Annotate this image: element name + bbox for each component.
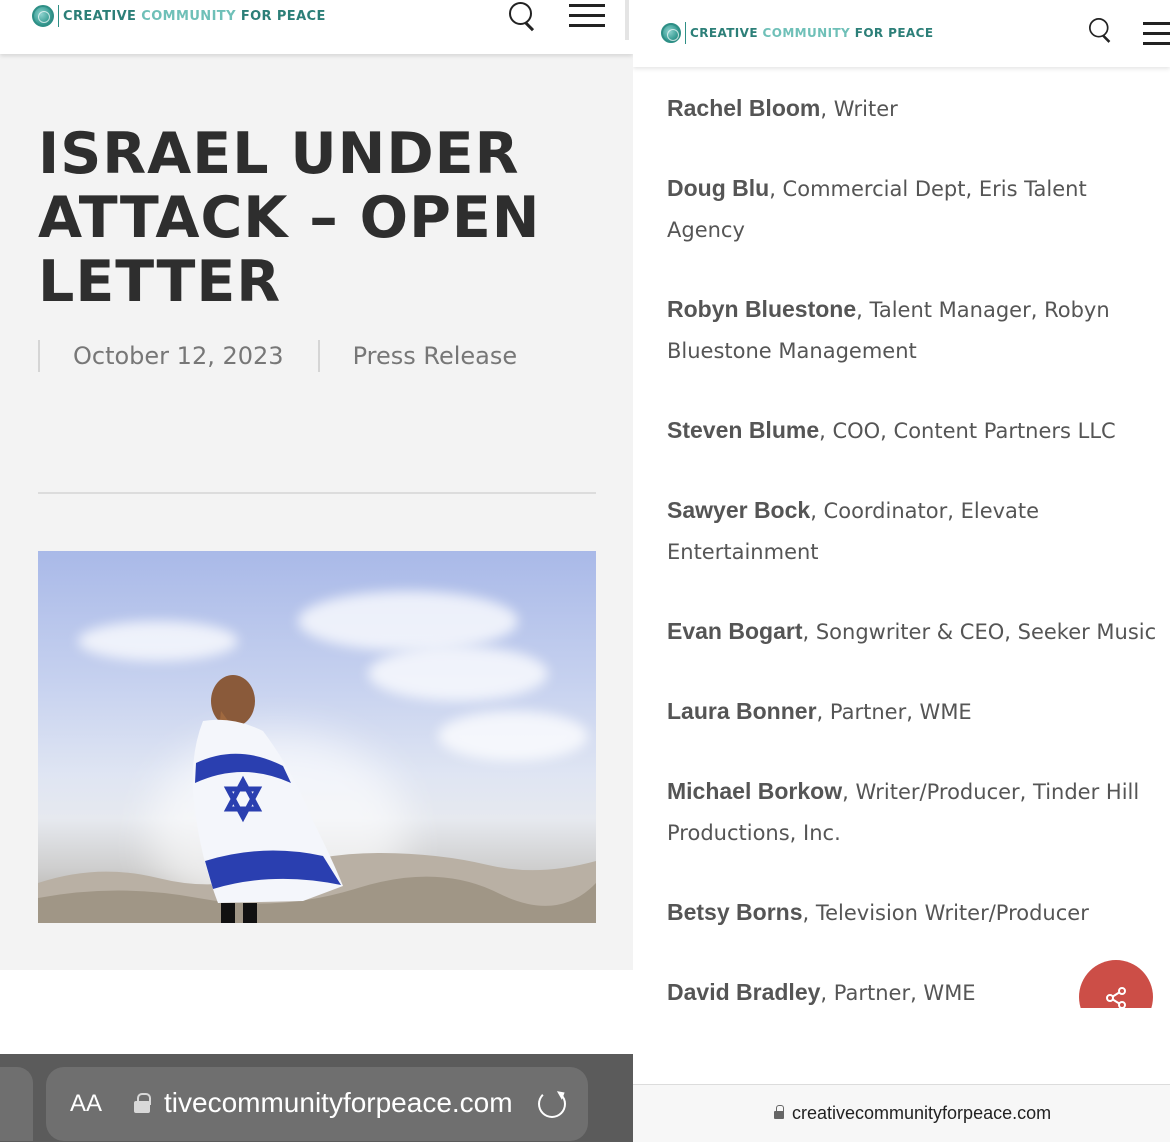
logo-text: CREATIVE COMMUNITY FOR PEACE (690, 26, 934, 40)
page-footer-space (0, 970, 633, 1054)
signer-name: Rachel Bloom (667, 95, 821, 121)
signer-role: , Writer (820, 97, 898, 121)
signer-item (667, 88, 1167, 130)
right-screenshot (633, 0, 1170, 1142)
signer-role: , Writer/Producer, Tinder Hill Productions, Inc. (667, 780, 1140, 845)
girl-with-flag-graphic (183, 671, 353, 923)
signer-name: David Bradley (667, 979, 821, 1005)
browser-address-bar[interactable] (633, 1084, 1170, 1142)
meta-divider (318, 340, 320, 372)
separator-line (38, 492, 596, 494)
reader-aa-button[interactable]: AA (70, 1090, 103, 1117)
signer-name: Sawyer Bock (667, 497, 811, 523)
url-field[interactable] (46, 1067, 588, 1141)
article-date: October 12, 2023 (73, 342, 284, 370)
logo-divider (685, 22, 686, 44)
page-bottom-space (633, 1008, 1170, 1084)
lock-icon (134, 1093, 150, 1113)
signer-item (667, 691, 1167, 733)
hamburger-menu-icon[interactable] (1143, 20, 1170, 46)
search-icon[interactable] (509, 2, 539, 32)
signer-item (667, 289, 1167, 372)
globe-logo-icon (32, 5, 54, 27)
url-text: creativecommunityforpeace.com (792, 1103, 1052, 1123)
article-category-link[interactable]: Press Release (352, 342, 518, 370)
share-icon (1104, 986, 1128, 1010)
site-header (633, 0, 1170, 67)
meta-divider (38, 340, 40, 372)
signer-item (667, 611, 1167, 653)
previous-tab[interactable] (0, 1067, 33, 1141)
signer-item (667, 892, 1167, 934)
reload-icon[interactable] (538, 1090, 566, 1118)
site-logo[interactable] (661, 22, 933, 44)
lock-icon (774, 1105, 784, 1119)
signer-name: Steven Blume (667, 417, 820, 443)
hero-image (38, 551, 596, 923)
signer-role: , Commercial Dept, Eris Talent Agency (667, 177, 1087, 242)
globe-logo-icon (661, 23, 681, 43)
signer-item (667, 771, 1167, 854)
signer-item (667, 410, 1167, 452)
signer-item (667, 168, 1167, 251)
signer-role: , Partner, WME (820, 981, 976, 1005)
signer-role: , COO, Content Partners LLC (819, 419, 1116, 443)
site-header (0, 0, 633, 54)
logo-text: CREATIVE COMMUNITY FOR PEACE (63, 8, 326, 24)
signer-name: Robyn Bluestone (667, 296, 857, 322)
search-icon[interactable] (1089, 18, 1115, 44)
signer-role: , Coordinator, Elevate Entertainment (667, 499, 1040, 564)
article-title: ISRAEL UNDER ATTACK – OPEN LETTER (38, 121, 541, 315)
site-logo[interactable] (32, 5, 326, 27)
signer-name: Betsy Borns (667, 899, 803, 925)
signer-name: Michael Borkow (667, 778, 843, 804)
signer-name: Doug Blu (667, 175, 770, 201)
signer-role: , Talent Manager, Robyn Bluestone Management (667, 298, 1110, 363)
url-text: tivecommunityforpeace.com (164, 1087, 513, 1118)
signer-role: , Partner, WME (816, 700, 972, 724)
signer-role: , Television Writer/Producer (802, 901, 1089, 925)
logo-divider (58, 5, 59, 27)
article-meta (38, 340, 517, 372)
hamburger-menu-icon[interactable] (569, 2, 605, 28)
browser-address-bar (0, 1054, 633, 1142)
signer-name: Laura Bonner (667, 698, 817, 724)
pane-divider (625, 0, 629, 40)
signer-name: Evan Bogart (667, 618, 803, 644)
signer-item (667, 490, 1167, 573)
signer-role: , Songwriter & CEO, Seeker Music (802, 620, 1157, 644)
signers-list (667, 68, 1167, 1008)
